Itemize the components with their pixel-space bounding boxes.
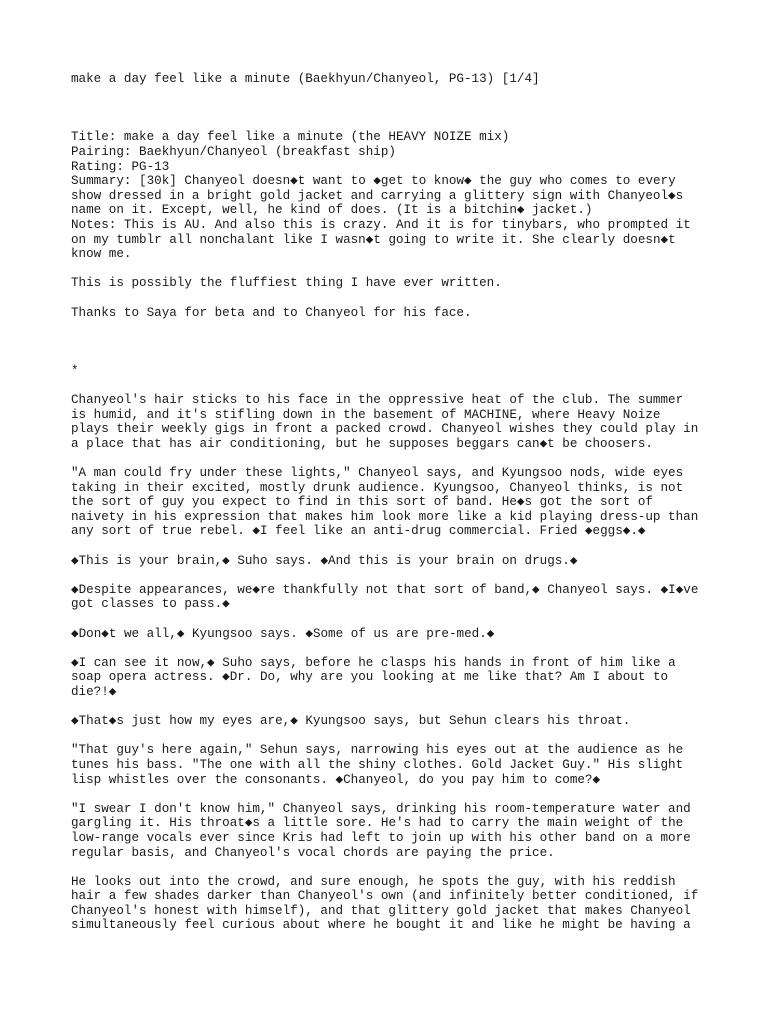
- header-summary: name on it. Except, well, he kind of does. (It is a bitchin◆ jacket.): [71, 203, 593, 218]
- section-separator: *: [71, 363, 79, 378]
- paragraph-line: regular basis, and Chanyeol's vocal chords are paying the price.: [71, 845, 555, 860]
- paragraph-line: He looks out into the crowd, and sure enough, he spots the guy, with his reddish: [71, 874, 676, 889]
- paragraph-line: Chanyeol's honest with himself), and that glittery gold jacket that makes Chanyeol: [71, 903, 691, 918]
- story-paragraph: [71, 875, 731, 933]
- paragraph-line: tunes his bass. "The one with all the shiny clothes. Gold Jacket Guy." His slight: [71, 757, 684, 772]
- paragraph-line: Chanyeol's hair sticks to his face in the oppressive heat of the club. The summer: [71, 393, 684, 408]
- paragraph-line: is humid, and it's stifling down in the basement of MACHINE, where Heavy Noize: [71, 407, 661, 422]
- header-notes: Notes: This is AU. And also this is crazy. And it is for tinybars, who prompted it: [71, 217, 691, 232]
- paragraph-line: simultaneously feel curious about where he bought it and like he might be having a: [71, 918, 691, 933]
- header-title: Title: make a day feel like a minute (the HEAVY NOIZE mix): [71, 130, 510, 145]
- paragraph-line: ◆Despite appearances, we◆re thankfully not that sort of band,◆ Chanyeol says. ◆I◆ve: [71, 582, 699, 597]
- story-paragraph: [71, 466, 731, 539]
- story-paragraph: [71, 714, 731, 729]
- paragraph-line: low-range vocals ever since Kris had left to join up with his other band on a more: [71, 830, 691, 845]
- paragraph-line: the sort of guy you expect to find in this sort of band. He◆s got the sort of: [71, 495, 653, 510]
- paragraph-line: ◆This is your brain,◆ Suho says. ◆And this is your brain on drugs.◆: [71, 553, 578, 568]
- paragraph-line: ◆I can see it now,◆ Suho says, before he clasps his hands in front of him like a: [71, 655, 676, 670]
- header-pairing: Pairing: Baekhyun/Chanyeol (breakfast ship): [71, 144, 396, 159]
- document-page: [71, 72, 731, 933]
- paragraph-line: ◆That◆s just how my eyes are,◆ Kyungsoo says, but Sehun clears his throat.: [71, 714, 631, 729]
- header-summary: show dressed in a bright gold jacket and carrying a glittery sign with Chanyeol◆s: [71, 188, 684, 203]
- story-paragraph: [71, 743, 731, 787]
- story-paragraph: [71, 656, 731, 700]
- paragraph-line: die?!◆: [71, 684, 117, 699]
- header-summary: Summary: [30k] Chanyeol doesn◆t want to ◆get to know◆ the guy who comes to every: [71, 174, 676, 189]
- fic-header: [71, 130, 731, 261]
- story-paragraph: [71, 583, 731, 612]
- paragraph-line: soap opera actress. ◆Dr. Do, why are you looking at me like that? Am I about to: [71, 670, 669, 685]
- paragraph-line: "I swear I don't know him," Chanyeol says, drinking his room-temperature water and: [71, 801, 691, 816]
- header-notes: know me.: [71, 247, 132, 262]
- story-paragraph: [71, 554, 731, 569]
- paragraph-line: gargling it. His throat◆s a little sore. He's had to carry the main weight of the: [71, 816, 684, 831]
- thanks-note: Thanks to Saya for beta and to Chanyeol for his face.: [71, 305, 472, 320]
- header-rating: Rating: PG-13: [71, 159, 170, 174]
- story-paragraph: [71, 802, 731, 860]
- paragraph-line: "That guy's here again," Sehun says, narrowing his eyes out at the audience as he: [71, 743, 684, 758]
- story-paragraph: [71, 393, 731, 451]
- paragraph-line: ◆Don◆t we all,◆ Kyungsoo says. ◆Some of us are pre-med.◆: [71, 626, 495, 641]
- paragraph-line: any sort of true rebel. ◆I feel like an anti-drug commercial. Fried ◆eggs◆.◆: [71, 524, 646, 539]
- paragraph-line: a place that has air conditioning, but he supposes beggars can◆t be choosers.: [71, 436, 653, 451]
- paragraph-line: lisp whistles over the consonants. ◆Chanyeol, do you pay him to come?◆: [71, 772, 601, 787]
- paragraph-line: got classes to pass.◆: [71, 597, 230, 612]
- author-note: This is possibly the fluffiest thing I have ever written.: [71, 276, 502, 291]
- post-heading: make a day feel like a minute (Baekhyun/Chanyeol, PG-13) [1/4]: [71, 72, 540, 86]
- story-paragraph: [71, 627, 731, 642]
- paragraph-line: naivety in his expression that makes him look more like a kid playing dress-up than: [71, 509, 699, 524]
- paragraph-line: taking in their excited, mostly drunk audience. Kyungsoo, Chanyeol thinks, is not: [71, 480, 684, 495]
- paragraph-line: hair a few shades darker than Chanyeol's own (and infinitely better conditioned, if: [71, 889, 699, 904]
- header-notes: on my tumblr all nonchalant like I wasn◆t going to write it. She clearly doesn◆t: [71, 232, 676, 247]
- paragraph-line: "A man could fry under these lights," Chanyeol says, and Kyungsoo nods, wide eyes: [71, 466, 684, 481]
- paragraph-line: plays their weekly gigs in front a packed crowd. Chanyeol wishes they could play in: [71, 422, 699, 437]
